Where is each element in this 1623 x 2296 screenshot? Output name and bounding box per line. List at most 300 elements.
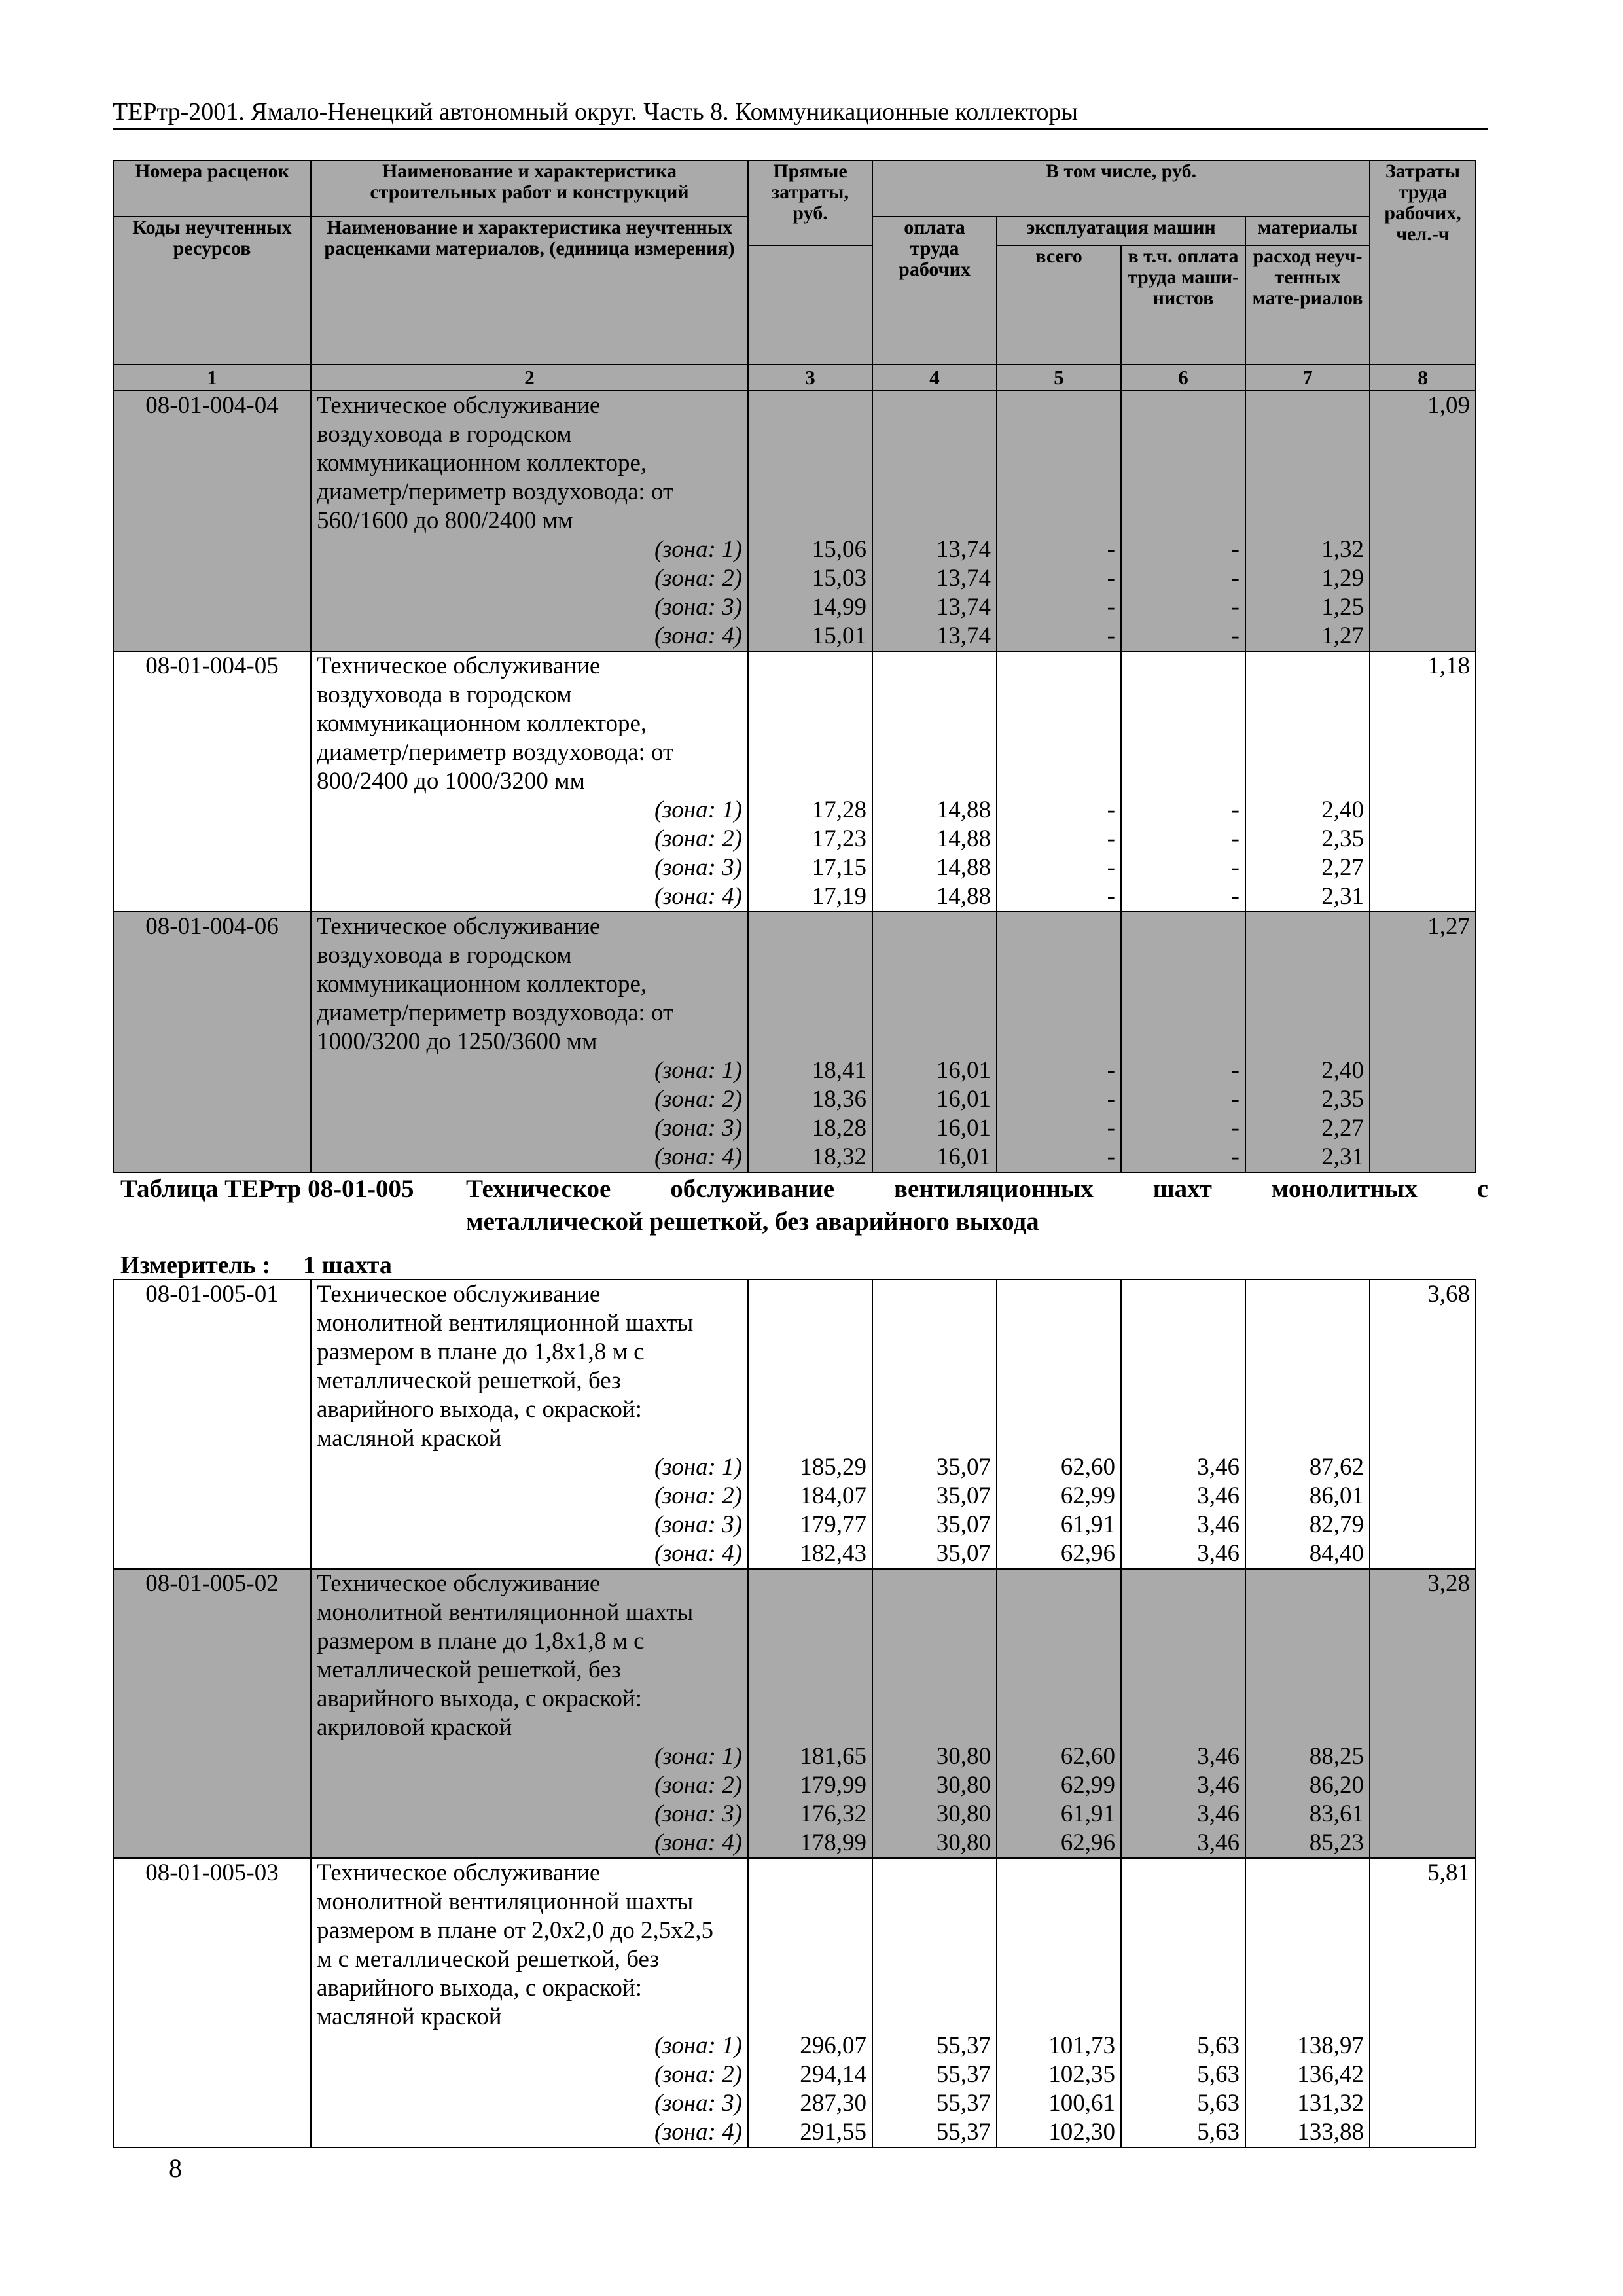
page-header: ТЕРтр-2001. Ямало-Ненецкий автономный округ. Часть 8. Коммуникационные коллекторы [113,97,1488,130]
machines-total-value: 102,30 [1048,2119,1115,2145]
blank-line [1003,1395,1115,1424]
worker-pay-value: 14,88 [936,825,991,852]
direct-cost-value: 294,14 [800,2061,866,2088]
materials-consumption-value: 86,01 [1309,1482,1364,1509]
direct-cost-value: 15,06 [812,536,866,563]
direct-cost-value: 17,28 [812,797,866,823]
col-number: 2 [311,365,748,391]
blank-line [878,681,991,709]
blank-line [1127,738,1240,767]
blank-line [1003,1656,1115,1685]
col-number: 3 [748,365,872,391]
blank-line [1003,391,1115,420]
blank-line [878,738,991,767]
description-line: масляной краской [317,1425,502,1452]
worker-pay-value: 35,07 [936,1482,991,1509]
worker-pay-value: 13,74 [936,536,991,563]
blank-line [1003,449,1115,478]
blank-line [1251,1945,1364,1974]
blank-line [754,2003,866,2032]
table-caption-label: Таблица ТЕРтр 08-01-005 [120,1175,414,1203]
zone-label: (зона: 4) [654,1829,742,1856]
blank-line [754,1656,866,1685]
worker-pay-value: 16,01 [936,1115,991,1141]
operator-pay-value: - [1231,1057,1240,1084]
zone-label: (зона: 3) [654,1115,742,1141]
col-header-materials: материалы [1245,217,1370,245]
description-line: Техническое обслуживание [317,653,601,679]
blank-line [1003,1916,1115,1945]
col-header-direct-costs-cont [748,245,872,365]
worker-pay-value: 55,37 [936,2090,991,2117]
operator-pay-value: - [1231,622,1240,649]
description-line: аварийного выхода, с окраской: [317,1396,643,1423]
blank-line [1003,941,1115,970]
blank-line [1003,709,1115,738]
zone-label: (зона: 4) [654,2119,742,2145]
blank-line [754,1424,866,1453]
machines-total-value: 100,61 [1048,2090,1115,2117]
description-line: Техническое обслуживание [317,913,601,940]
blank-line [754,681,866,709]
blank-line [878,1395,991,1424]
materials-consumption-value: 85,23 [1309,1829,1364,1856]
col-number: 5 [997,365,1121,391]
blank-line [1003,1309,1115,1338]
direct-cost-value: 17,23 [812,825,866,852]
direct-cost-cell [748,1569,872,1858]
blank-line [878,767,991,796]
blank-line [754,1395,866,1424]
machines-total-value: - [1107,1115,1115,1141]
blank-line [1127,681,1240,709]
operator-pay-value: - [1231,1115,1240,1141]
direct-cost-value: 291,55 [800,2119,866,2145]
rate-description [311,651,748,912]
col-number: 4 [872,365,997,391]
direct-cost-value: 17,19 [812,883,866,910]
direct-cost-value: 185,29 [800,1454,866,1480]
operator-pay-value: 3,46 [1197,1829,1240,1856]
blank-line [1127,507,1240,535]
blank-line [878,1685,991,1713]
blank-line [878,970,991,999]
materials-consumption-value: 2,35 [1321,1086,1364,1113]
blank-line [754,420,866,449]
blank-line [754,970,866,999]
rate-row [113,1858,1476,2147]
direct-cost-value: 18,36 [812,1086,866,1113]
blank-line [878,912,991,941]
blank-line [754,652,866,681]
direct-cost-value: 176,32 [800,1801,866,1827]
blank-line [1251,1685,1364,1713]
blank-line [754,1859,866,1888]
operator-pay-cell [1121,912,1245,1172]
blank-line [1003,1685,1115,1713]
blank-line [754,1713,866,1742]
worker-pay-value: 14,88 [936,854,991,881]
description-line: воздуховода в городском [317,681,572,708]
worker-pay-value: 13,74 [936,622,991,649]
rate-code-text: 08-01-004-06 [145,913,279,940]
zone-label: (зона: 2) [654,1482,742,1509]
blank-line [1127,1570,1240,1598]
blank-line [878,2003,991,2032]
blank-line [878,449,991,478]
rate-row [113,1280,1476,1569]
blank-line [1003,1570,1115,1598]
direct-cost-value: 18,32 [812,1143,866,1170]
worker-pay-value: 14,88 [936,883,991,910]
blank-line [754,1685,866,1713]
blank-line [878,941,991,970]
description-line: аварийного выхода, с окраской: [317,1975,643,2001]
operator-pay-value: 3,46 [1197,1511,1240,1538]
labor-cost-cell [1370,912,1476,1172]
blank-line [1251,1309,1364,1338]
worker-pay-cell [872,1280,997,1569]
zone-label: (зона: 1) [654,797,742,823]
direct-cost-value: 18,28 [812,1115,866,1141]
blank-line [1127,449,1240,478]
labor-cost-value: 3,68 [1427,1281,1470,1308]
labor-cost-cell [1370,1569,1476,1858]
blank-line [1251,1656,1364,1685]
zone-label: (зона: 1) [654,1454,742,1480]
machines-total-value: - [1107,594,1115,620]
description-line: 560/1600 до 800/2400 мм [317,507,573,534]
page-number: 8 [169,2153,182,2183]
blank-line [754,767,866,796]
operator-pay-cell [1121,651,1245,912]
description-line: диаметр/периметр воздуховода: от [317,739,674,766]
materials-consumption-cell [1245,1569,1370,1858]
materials-consumption-value: 83,61 [1309,1801,1364,1827]
zone-label: (зона: 1) [654,2032,742,2059]
machines-total-value: 62,99 [1060,1772,1115,1799]
blank-line [1251,999,1364,1028]
rate-code-text: 08-01-005-02 [145,1570,279,1597]
blank-line [754,941,866,970]
blank-line [754,1338,866,1367]
materials-consumption-value: 2,31 [1321,1143,1364,1170]
description-line: Техническое обслуживание [317,1281,601,1308]
col-number: 1 [113,365,311,391]
machines-total-value: - [1107,825,1115,852]
blank-line [1251,1395,1364,1424]
description-line: воздуховода в городском [317,942,572,969]
blank-line [754,709,866,738]
blank-line [878,1656,991,1685]
worker-pay-value: 30,80 [936,1801,991,1827]
rate-code [113,651,311,912]
col-header-rate-numbers: Номера расценок [113,160,311,217]
machines-total-value: 101,73 [1048,2032,1115,2059]
description-line: коммуникационном коллекторе, [317,450,647,476]
blank-line [878,391,991,420]
blank-line [1251,709,1364,738]
operator-pay-value: 3,46 [1197,1540,1240,1567]
materials-consumption-value: 136,42 [1297,2061,1364,2088]
zone-label: (зона: 3) [654,2090,742,2117]
labor-cost-value: 5,81 [1427,1859,1470,1886]
blank-line [1003,507,1115,535]
blank-line [1003,1028,1115,1056]
machines-total-cell [997,651,1121,912]
zone-label: (зона: 2) [654,1772,742,1799]
blank-line [878,1627,991,1656]
description-line: коммуникационном коллекторе, [317,710,647,737]
zone-label: (зона: 1) [654,1743,742,1770]
blank-line [1003,1888,1115,1916]
operator-pay-value: 5,63 [1197,2032,1240,2059]
description-line: 800/2400 до 1000/3200 мм [317,768,585,795]
blank-line [1251,941,1364,970]
machines-total-value: 102,35 [1048,2061,1115,2088]
operator-pay-value: - [1231,797,1240,823]
operator-pay-value: - [1231,854,1240,881]
blank-line [754,1916,866,1945]
blank-line [878,652,991,681]
blank-line [1003,1598,1115,1627]
blank-line [878,1570,991,1598]
operator-pay-value: 5,63 [1197,2119,1240,2145]
blank-line [878,1713,991,1742]
operator-pay-value: 3,46 [1197,1801,1240,1827]
blank-line [754,449,866,478]
materials-consumption-value: 88,25 [1309,1743,1364,1770]
rate-code [113,1858,311,2147]
blank-line [754,738,866,767]
operator-pay-value: - [1231,594,1240,620]
col-header-material-names: Наименование и характеристика неучтенных расценками материалов, (единица измерения) [311,217,748,365]
blank-line [1127,1945,1240,1974]
col-number: 6 [1121,365,1245,391]
direct-cost-value: 18,41 [812,1057,866,1084]
col-header-worker-pay: оплата труда рабочих [872,217,997,365]
blank-line [1251,1713,1364,1742]
col-number: 8 [1370,365,1476,391]
blank-line [1127,941,1240,970]
rate-description [311,391,748,651]
direct-cost-cell [748,651,872,912]
rate-row [113,912,1476,1172]
rate-description [311,1280,748,1569]
operator-pay-value: 5,63 [1197,2061,1240,2088]
materials-consumption-value: 1,27 [1321,622,1364,649]
blank-line [754,1627,866,1656]
blank-line [1251,1916,1364,1945]
blank-line [878,1338,991,1367]
blank-line [754,1974,866,2003]
description-line: Техническое обслуживание [317,1570,601,1597]
materials-consumption-value: 2,40 [1321,797,1364,823]
direct-cost-value: 287,30 [800,2090,866,2117]
direct-cost-value: 179,77 [800,1511,866,1538]
worker-pay-cell [872,391,997,651]
rate-code-text: 08-01-005-01 [145,1281,279,1308]
blank-line [1251,1338,1364,1367]
blank-line [878,478,991,507]
col-header-direct-costs: Прямые затраты, руб. [748,160,872,245]
description-line: размером в плане до 1,8х1,8 м с [317,1628,645,1655]
worker-pay-value: 13,74 [936,565,991,592]
worker-pay-value: 35,07 [936,1511,991,1538]
blank-line [754,1570,866,1598]
blank-line [1003,420,1115,449]
worker-pay-cell [872,1569,997,1858]
operator-pay-value: 3,46 [1197,1772,1240,1799]
blank-line [1003,1713,1115,1742]
operator-pay-value: 3,46 [1197,1743,1240,1770]
direct-cost-value: 181,65 [800,1743,866,1770]
machines-total-value: - [1107,797,1115,823]
direct-cost-value: 296,07 [800,2032,866,2059]
blank-line [1127,1974,1240,2003]
description-line: акриловой краской [317,1714,512,1741]
description-line: воздуховода в городском [317,421,572,448]
operator-pay-value: 3,46 [1197,1482,1240,1509]
machines-total-value: - [1107,883,1115,910]
description-line: коммуникационном коллекторе, [317,971,647,997]
rates-table-1 [113,160,1476,1173]
description-line: монолитной вентиляционной шахты [317,1599,694,1626]
blank-line [1003,970,1115,999]
direct-cost-cell [748,1858,872,2147]
materials-consumption-value: 1,29 [1321,565,1364,592]
operator-pay-value: - [1231,536,1240,563]
blank-line [1251,1424,1364,1453]
blank-line [1003,912,1115,941]
zone-label: (зона: 1) [654,1057,742,1084]
rate-code [113,1569,311,1858]
col-header-labor-costs: Затраты труда рабочих, чел.-ч [1370,160,1476,365]
blank-line [878,1945,991,1974]
table-caption-title-line2: металлической решеткой, без аварийного выхода [466,1208,1039,1236]
materials-consumption-value: 2,35 [1321,825,1364,852]
direct-cost-value: 14,99 [812,594,866,620]
direct-cost-cell [748,912,872,1172]
blank-line [754,1888,866,1916]
machines-total-value: - [1107,1057,1115,1084]
blank-line [878,1309,991,1338]
direct-cost-cell [748,391,872,651]
blank-line [1251,970,1364,999]
machines-total-value: - [1107,854,1115,881]
blank-line [878,1888,991,1916]
worker-pay-value: 35,07 [936,1454,991,1480]
operator-pay-cell [1121,1858,1245,2147]
blank-line [1127,478,1240,507]
materials-consumption-value: 82,79 [1309,1511,1364,1538]
blank-line [1127,1916,1240,1945]
blank-line [1251,1859,1364,1888]
worker-pay-value: 30,80 [936,1829,991,1856]
col-header-machines-total: всего [997,245,1121,365]
blank-line [1003,1945,1115,1974]
rate-description [311,1858,748,2147]
description-line: м с металлической решеткой, без [317,1946,660,1973]
machines-total-cell [997,391,1121,651]
blank-line [1127,767,1240,796]
blank-line [1127,1367,1240,1395]
blank-line [1251,2003,1364,2032]
materials-consumption-value: 86,20 [1309,1772,1364,1799]
rate-row [113,391,1476,651]
col-header-material-consumption: расход неуч-тенных мате-риалов [1245,245,1370,365]
blank-line [1003,1974,1115,2003]
worker-pay-value: 16,01 [936,1086,991,1113]
machines-total-value: - [1107,1086,1115,1113]
materials-consumption-value: 131,32 [1297,2090,1364,2117]
rate-description [311,912,748,1172]
machines-total-cell [997,1569,1121,1858]
direct-cost-value: 179,99 [800,1772,866,1799]
blank-line [1127,1395,1240,1424]
blank-line [1127,1713,1240,1742]
worker-pay-value: 16,01 [936,1143,991,1170]
direct-cost-value: 17,15 [812,854,866,881]
blank-line [878,1974,991,2003]
materials-consumption-value: 1,32 [1321,536,1364,563]
blank-line [1251,1367,1364,1395]
measure-label: Измеритель : [120,1251,271,1279]
blank-line [1127,1309,1240,1338]
description-line: размером в плане от 2,0х2,0 до 2,5х2,5 [317,1917,713,1944]
blank-line [878,1280,991,1309]
machines-total-value: - [1107,622,1115,649]
blank-line [878,507,991,535]
rate-code [113,1280,311,1569]
labor-cost-value: 1,18 [1427,653,1470,679]
blank-line [1127,912,1240,941]
machines-total-value: 62,99 [1060,1482,1115,1509]
blank-line [1251,738,1364,767]
description-line: масляной краской [317,2003,502,2030]
materials-consumption-value: 133,88 [1297,2119,1364,2145]
blank-line [1127,1598,1240,1627]
blank-line [1251,449,1364,478]
operator-pay-cell [1121,391,1245,651]
measure-unit [120,1250,392,1280]
blank-line [878,420,991,449]
zone-label: (зона: 1) [654,536,742,563]
zone-label: (зона: 3) [654,594,742,620]
materials-consumption-value: 1,25 [1321,594,1364,620]
operator-pay-value: - [1231,565,1240,592]
machines-total-value: 61,91 [1060,1801,1115,1827]
direct-cost-value: 15,01 [812,622,866,649]
materials-consumption-value: 2,27 [1321,1115,1364,1141]
blank-line [1127,999,1240,1028]
col-number: 7 [1245,365,1370,391]
worker-pay-value: 14,88 [936,797,991,823]
zone-label: (зона: 4) [654,883,742,910]
direct-cost-value: 182,43 [800,1540,866,1567]
blank-line [1127,2003,1240,2032]
rate-code-text: 08-01-005-03 [145,1859,279,1886]
zone-label: (зона: 2) [654,825,742,852]
labor-cost-cell [1370,1280,1476,1569]
labor-cost-value: 3,28 [1427,1570,1470,1597]
blank-line [1251,478,1364,507]
description-line: монолитной вентиляционной шахты [317,1888,694,1915]
labor-cost-cell [1370,391,1476,651]
rate-code [113,391,311,651]
blank-line [1251,1888,1364,1916]
labor-cost-cell [1370,1858,1476,2147]
